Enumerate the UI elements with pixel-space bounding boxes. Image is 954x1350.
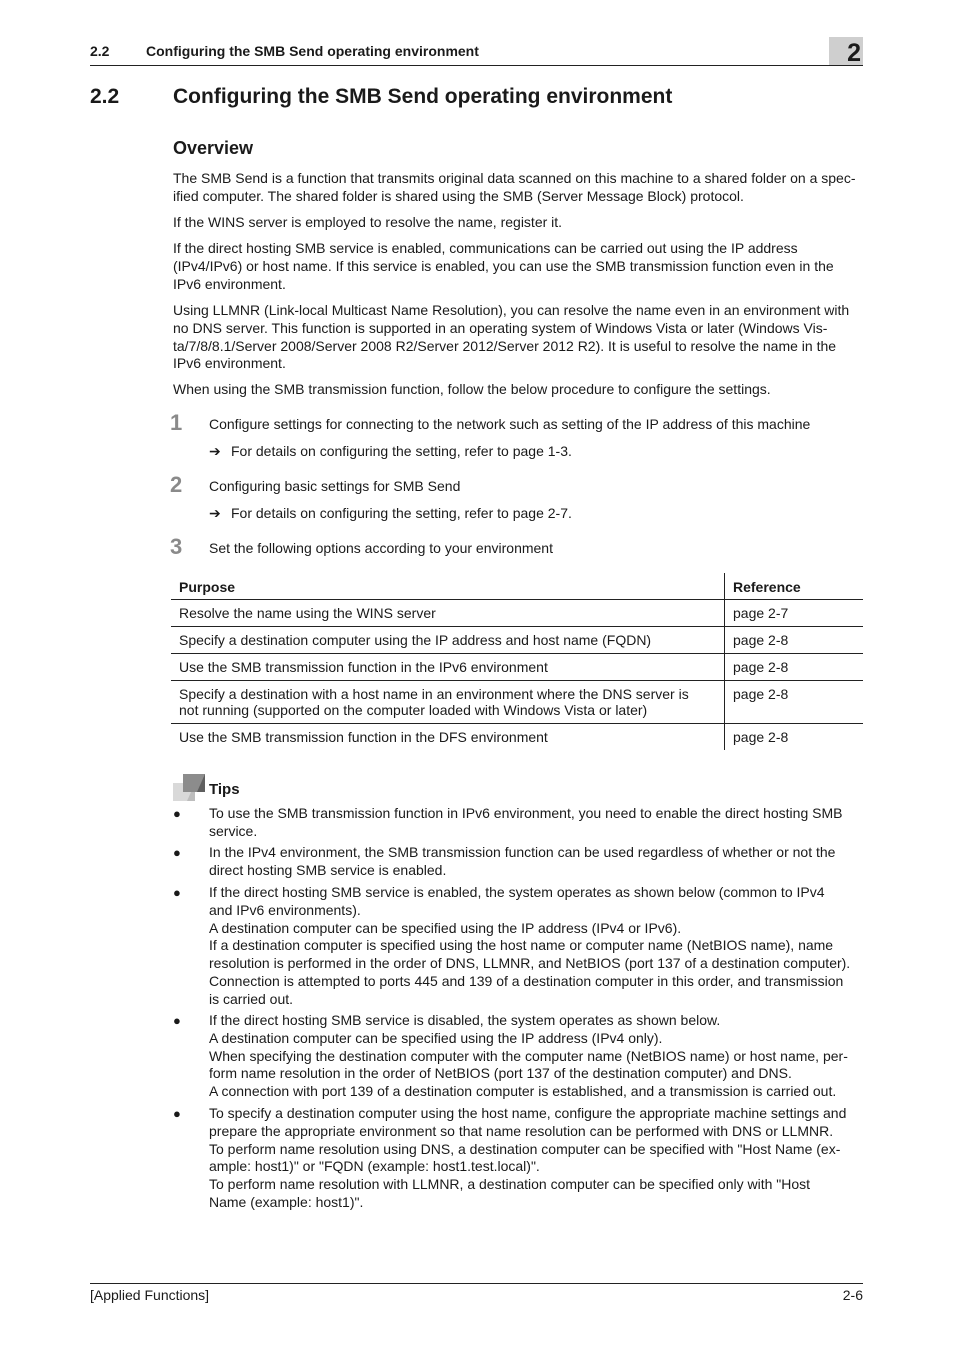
purpose-cell [171, 627, 725, 654]
overview-paragraph [173, 302, 865, 373]
text-line: In the IPv4 environment, the SMB transmission function can be used regardless of whether or not the [209, 844, 836, 860]
text-line: The SMB Send is a function that transmits original data scanned on this machine to a shared folder on a spec- [173, 170, 856, 186]
step-text: Configure settings for connecting to the network such as setting of the IP address of this machine [209, 416, 811, 432]
cell-text: Use the SMB transmission function in the IPv6 environment [179, 659, 548, 675]
cell-text: Specify a destination computer using the IP address and host name (FQDN) [179, 632, 652, 648]
column-header-reference: Reference [733, 579, 801, 595]
text-line: ified computer. The shared folder is shared using the SMB (Server Message Block) protocol. [173, 187, 744, 204]
purpose-cell [171, 600, 725, 627]
tip-item [209, 884, 865, 1009]
text-line: If the direct hosting SMB service is disabled, the system operates as shown below. [209, 1012, 721, 1028]
overview-paragraph [173, 240, 865, 293]
text-line: To specify a destination computer using the host name, configure the appropriate machine settings and [209, 1105, 847, 1121]
text-line: ta/7/8/8.1/Server 2008/Server 2008 R2/Server 2012/Server 2012 R2). It is useful to resolve the name in the [173, 337, 837, 354]
cell-text: Use the SMB transmission function in the DFS environment [179, 729, 548, 745]
cell-text: not running (supported on the computer loaded with Windows Vista or later) [179, 702, 648, 718]
tips-icon [173, 774, 207, 804]
footer-manual-title: [Applied Functions] [90, 1287, 210, 1303]
header-divider [90, 65, 863, 66]
step-number: 3 [170, 534, 183, 559]
step-reference-text: For details on configuring the setting, refer to page 2-7. [231, 505, 572, 521]
bullet-icon: ● [173, 1106, 181, 1121]
bullet-icon: ● [173, 1013, 181, 1028]
arrow-right-icon: ➔ [209, 505, 221, 521]
text-line: (IPv4/IPv6) or host name. If this service is enabled, you can use the SMB transmission function even in the [173, 257, 834, 274]
text-line: If the WINS server is employed to resolve the name, register it. [173, 214, 563, 230]
step-reference [209, 505, 572, 523]
text-line: To perform name resolution using DNS, a destination computer can be specified with "Host Name (ex- [209, 1140, 841, 1157]
table-row [171, 627, 863, 654]
step-number: 2 [170, 472, 183, 497]
tip-item [209, 844, 865, 880]
overview-paragraph [173, 170, 865, 206]
text-line: form name resolution in the order of NetBIOS (port 137 of the destination computer) and DNS. [209, 1065, 792, 1082]
running-header-section-number: 2.2 [90, 43, 110, 59]
text-line: IPv6 environment. [173, 355, 286, 372]
reference-cell: page 2-8 [733, 729, 789, 745]
text-line: A destination computer can be specified using the IP address (IPv4 only). [209, 1029, 663, 1046]
purpose-cell [171, 724, 725, 751]
text-line: If a destination computer is specified using the host name or computer name (NetBIOS name), name [209, 937, 834, 954]
reference-cell: page 2-8 [733, 632, 789, 648]
step-number: 1 [170, 410, 183, 435]
arrow-right-icon: ➔ [209, 443, 221, 459]
text-line: A connection with port 139 of a destination computer is established, and a transmission is carried out. [209, 1083, 837, 1100]
bullet-icon: ● [173, 845, 181, 860]
tip-item [209, 1012, 865, 1101]
text-line: If the direct hosting SMB service is enabled, the system operates as shown below (common to IPv4 [209, 884, 825, 900]
text-line: service. [209, 822, 258, 839]
table-row [171, 600, 863, 627]
overview-paragraph [173, 381, 865, 399]
table-row [171, 654, 863, 681]
text-line: Connection is attempted to ports 445 and 139 of a destination computer in this order, and transmission [209, 972, 844, 989]
text-line: When specifying the destination computer with the computer name (NetBIOS name) or host name, per- [209, 1047, 848, 1064]
text-line: IPv6 environment. [173, 275, 286, 292]
page-number: 2-6 [842, 1287, 863, 1303]
bullet-icon: ● [173, 806, 181, 821]
section-number: 2.2 [90, 85, 120, 108]
tips-heading: Tips [209, 781, 240, 798]
running-header-title: Configuring the SMB Send operating environment [146, 43, 479, 59]
overview-paragraph [173, 214, 865, 232]
reference-cell: page 2-8 [733, 659, 789, 675]
bullet-icon: ● [173, 885, 181, 900]
section-title: Configuring the SMB Send operating environment [173, 85, 673, 108]
text-line: When using the SMB transmission function, follow the below procedure to configure the settings. [173, 381, 771, 397]
tip-item [209, 805, 865, 841]
reference-cell: page 2-8 [733, 686, 789, 702]
table-header-row [171, 573, 863, 600]
cell-text: Resolve the name using the WINS server [179, 605, 436, 621]
text-line: ample: host1)" or "FQDN (example: host1.test.local)". [209, 1158, 540, 1175]
table-row [171, 681, 863, 724]
text-line: resolution is performed in the order of DNS, LLMNR, and NetBIOS (port 137 of a destination computer). [209, 955, 851, 972]
step-text: Set the following options according to your environment [209, 540, 553, 556]
footer-divider [90, 1283, 863, 1284]
text-line: If the direct hosting SMB service is enabled, communications can be carried out using the IP address [173, 240, 798, 256]
step-text: Configuring basic settings for SMB Send [209, 478, 461, 494]
step-reference-text: For details on configuring the setting, refer to page 1-3. [231, 443, 572, 459]
chapter-badge [829, 37, 863, 65]
text-line: no DNS server. This function is supported in an operating system of Windows Vista or later (Windows Vis- [173, 319, 828, 336]
text-line: To perform name resolution with LLMNR, a destination computer can be specified only with "Host [209, 1176, 811, 1193]
chapter-number: 2 [847, 39, 861, 67]
table-row [171, 724, 863, 751]
text-line: direct hosting SMB service is enabled. [209, 861, 447, 878]
options-table [171, 573, 863, 750]
cell-text: Specify a destination with a host name in an environment where the DNS server is [179, 686, 689, 702]
tip-item [209, 1105, 865, 1212]
text-line: prepare the appropriate environment so that name resolution can be performed with DNS or LLMNR. [209, 1122, 834, 1139]
text-line: and IPv6 environments). [209, 901, 361, 918]
purpose-cell [171, 681, 725, 724]
column-header-purpose: Purpose [171, 573, 725, 600]
text-line: A destination computer can be specified using the IP address (IPv4 or IPv6). [209, 919, 682, 936]
purpose-cell [171, 654, 725, 681]
overview-heading: Overview [173, 138, 254, 158]
reference-cell: page 2-7 [733, 605, 789, 621]
step-reference [209, 443, 572, 461]
text-line: is carried out. [209, 990, 294, 1007]
text-line: Name (example: host1)". [209, 1193, 364, 1210]
text-line: Using LLMNR (Link-local Multicast Name Resolution), you can resolve the name even in an environment with [173, 302, 850, 318]
text-line: To use the SMB transmission function in IPv6 environment, you need to enable the direct hosting SMB [209, 805, 843, 821]
